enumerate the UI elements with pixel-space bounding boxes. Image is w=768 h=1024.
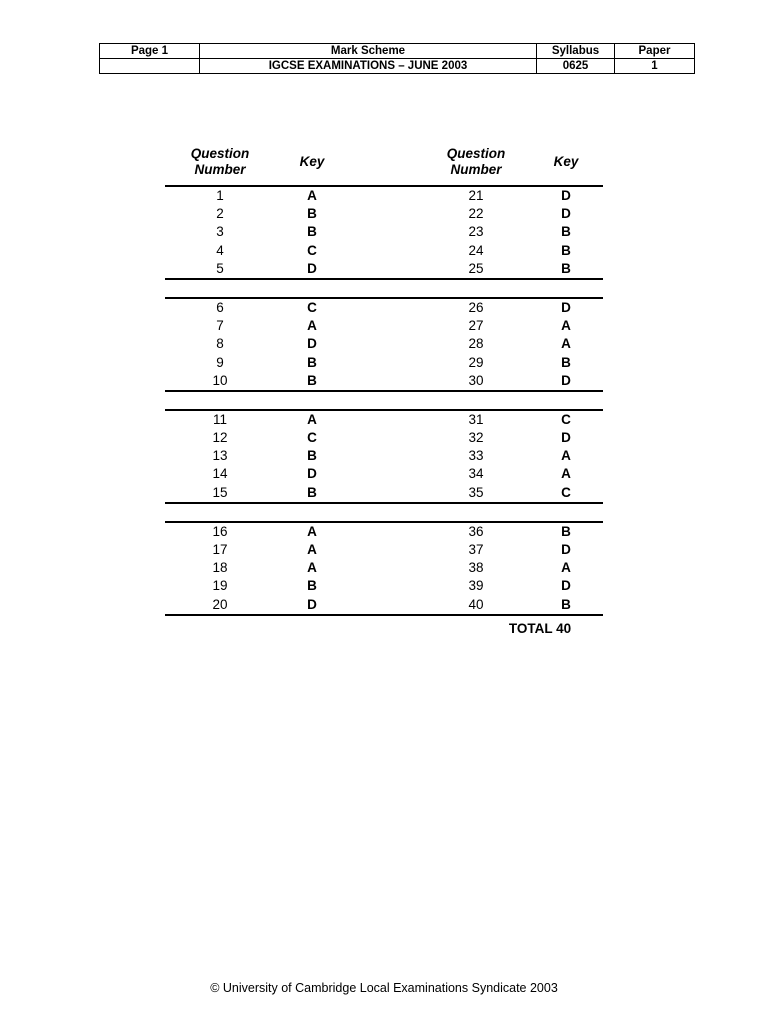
paper-value: 1 <box>615 59 695 74</box>
table-row <box>165 317 603 335</box>
question-header-line1: Question <box>190 146 250 161</box>
answer-key: C <box>307 242 317 258</box>
question-number: 20 <box>212 596 228 612</box>
total-marks: TOTAL 40 <box>508 621 572 636</box>
table-row <box>165 577 603 595</box>
table-row <box>165 299 603 317</box>
answer-key: A <box>561 336 571 352</box>
question-number: 5 <box>216 260 224 276</box>
answer-key: C <box>307 299 317 315</box>
question-number: 10 <box>212 372 228 388</box>
answer-key-table <box>165 146 603 616</box>
table-row <box>165 335 603 353</box>
question-header-line2: Number <box>194 162 246 177</box>
answer-key: A <box>307 188 317 203</box>
answer-key: D <box>307 260 317 276</box>
table-row <box>165 205 603 223</box>
question-number: 30 <box>468 372 484 388</box>
question-number: 28 <box>468 336 484 352</box>
answer-key: B <box>561 224 571 240</box>
column-headers <box>165 146 603 185</box>
question-number: 34 <box>468 466 484 482</box>
answer-key: A <box>307 523 317 539</box>
question-number: 26 <box>468 299 484 315</box>
answer-key: A <box>561 560 571 576</box>
question-number: 19 <box>212 578 228 594</box>
question-number: 15 <box>212 484 228 500</box>
answer-key: B <box>307 448 317 464</box>
header-empty-cell <box>100 59 200 74</box>
answer-key: A <box>561 318 571 334</box>
answer-key: C <box>561 484 571 500</box>
question-number: 21 <box>468 188 484 203</box>
answer-key: A <box>307 542 317 557</box>
question-number: 33 <box>468 448 484 464</box>
answer-key: B <box>561 523 571 539</box>
question-header-line2: Number <box>450 162 502 177</box>
answer-key: B <box>307 206 317 222</box>
header-table <box>99 43 695 74</box>
answer-key: C <box>561 411 571 427</box>
question-number: 18 <box>212 560 228 576</box>
question-number: 17 <box>212 542 228 557</box>
table-row <box>165 484 603 502</box>
question-number: 1 <box>216 188 224 203</box>
copyright-footer: © University of Cambridge Local Examinations Syndicate 2003 <box>210 981 558 995</box>
question-number: 14 <box>212 466 228 482</box>
question-number: 3 <box>216 224 224 240</box>
answer-key: B <box>307 354 317 370</box>
answer-key: B <box>307 578 317 594</box>
answer-block <box>165 409 603 504</box>
answer-key: D <box>307 596 317 612</box>
answer-key: B <box>561 242 571 258</box>
question-number: 23 <box>468 224 484 240</box>
page-label: Page 1 <box>100 44 200 59</box>
answer-key: A <box>307 411 317 427</box>
table-row <box>165 411 603 429</box>
table-row <box>165 260 603 278</box>
question-number: 39 <box>468 578 484 594</box>
answer-key: B <box>307 484 317 500</box>
answer-key: B <box>307 224 317 240</box>
question-number: 36 <box>468 523 484 539</box>
question-number: 40 <box>468 596 484 612</box>
answer-block <box>165 297 603 392</box>
table-row <box>165 223 603 241</box>
question-number: 9 <box>216 354 224 370</box>
syllabus-value: 0625 <box>537 59 615 74</box>
table-row <box>165 559 603 577</box>
answer-blocks <box>165 185 603 616</box>
question-number: 31 <box>468 411 484 427</box>
question-number: 27 <box>468 318 484 334</box>
right-question-header <box>423 146 529 178</box>
answer-key: B <box>561 596 571 612</box>
answer-key: B <box>561 354 571 370</box>
question-header-line1: Question <box>446 146 506 161</box>
left-question-header <box>165 146 275 178</box>
question-number: 22 <box>468 206 484 222</box>
paper-label: Paper <box>615 44 695 59</box>
left-key-header: Key <box>299 154 325 169</box>
table-row <box>165 242 603 260</box>
answer-key: D <box>561 299 571 315</box>
question-number: 37 <box>468 542 484 557</box>
answer-key: D <box>561 188 571 203</box>
document-title: Mark Scheme <box>200 44 537 59</box>
question-number: 25 <box>468 260 484 276</box>
question-number: 2 <box>216 206 224 222</box>
answer-key: D <box>307 336 317 352</box>
answer-key: D <box>561 430 571 446</box>
table-row <box>165 523 603 541</box>
question-number: 7 <box>216 318 224 334</box>
question-number: 35 <box>468 484 484 500</box>
question-number: 8 <box>216 336 224 352</box>
answer-key: A <box>307 318 317 334</box>
table-row <box>165 372 603 390</box>
question-number: 29 <box>468 354 484 370</box>
table-row <box>165 596 603 614</box>
answer-key: B <box>307 372 317 388</box>
right-key-header: Key <box>553 154 579 169</box>
question-number: 6 <box>216 299 224 315</box>
question-number: 32 <box>468 430 484 446</box>
syllabus-label: Syllabus <box>537 44 615 59</box>
answer-key: A <box>561 448 571 464</box>
answer-key: B <box>561 260 571 276</box>
answer-block <box>165 521 603 616</box>
answer-key: D <box>561 542 571 557</box>
question-number: 38 <box>468 560 484 576</box>
answer-key: D <box>307 466 317 482</box>
answer-block <box>165 185 603 280</box>
answer-key: D <box>561 206 571 222</box>
exam-subtitle: IGCSE EXAMINATIONS – JUNE 2003 <box>200 59 537 74</box>
question-number: 4 <box>216 242 224 258</box>
question-number: 16 <box>212 523 228 539</box>
answer-key: D <box>561 578 571 594</box>
table-row <box>165 541 603 559</box>
question-number: 11 <box>212 411 227 427</box>
answer-key: C <box>307 430 317 446</box>
question-number: 24 <box>468 242 484 258</box>
table-row <box>165 429 603 447</box>
question-number: 12 <box>212 430 228 446</box>
table-row <box>165 187 603 205</box>
answer-key: A <box>561 466 571 482</box>
answer-key: D <box>561 372 571 388</box>
table-row <box>165 354 603 372</box>
table-row <box>165 447 603 465</box>
answer-key: A <box>307 560 317 576</box>
question-number: 13 <box>212 448 228 464</box>
table-row <box>165 465 603 483</box>
